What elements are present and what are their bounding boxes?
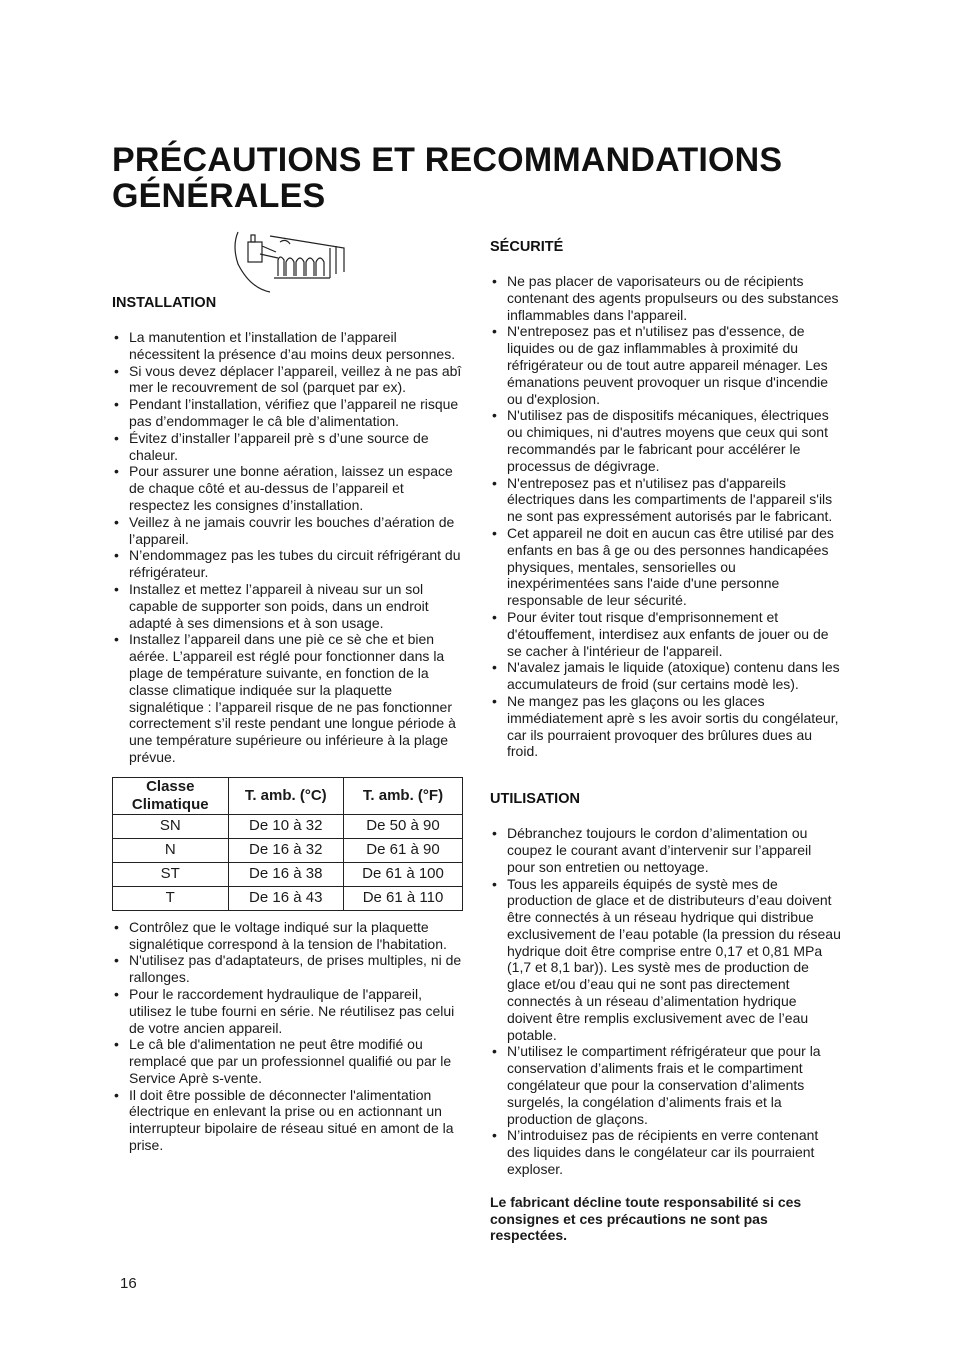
table-cell: ST [113,862,229,886]
list-item: • N’utilisez le compartiment réfrigérateur que pour la conservation d’aliments frais et le compartiment congélateur que pour la conservation d’aliments surgelés, la congélation d’aliments frais et la production de glaçons. [490,1043,842,1127]
list-item: • Évitez d’installer l’appareil prè s d’une source de chaleur. [112,430,462,464]
list-item: • N’endommagez pas les tubes du circuit réfrigérant du réfrigérateur. [112,547,462,581]
utilisation-list [490,825,842,1178]
list-item: • Débranchez toujours le cordon d’alimentation ou coupez le courant avant d’intervenir sur l’appareil pour son entretien ou nettoyage. [490,825,842,875]
table-cell: De 16 à 43 [228,886,344,910]
page-number: 16 [120,1275,137,1292]
list-item: • N'entreposez pas et n'utilisez pas d'appareils électriques dans les compartiments de l'appareil s'ils ne sont pas expressément autorisés par le fabricant. [490,475,842,525]
table-cell: N [113,838,229,862]
column-header: Classe Climatique [113,777,229,814]
table-row [113,814,463,838]
list-item: • N'avalez jamais le liquide (atoxique) contenu dans les accumulateurs de froid (sur certains modè les). [490,659,842,693]
list-item: • N'entreposez pas et n'utilisez pas d'essence, de liquides ou de gaz inflammables à proximité du réfrigérateur ou de tout autre appareil ménager. Les émanations peuvent provoquer un risque d'incendie ou d'explosion. [490,323,842,407]
list-item: • Pendant l’installation, vérifiez que l’appareil ne risque pas d’endommager le câ ble d’alimentation. [112,396,462,430]
list-item: • Pour le raccordement hydraulique de l'appareil, utilisez le tube fourni en série. Ne réutilisez pas celui de votre ancien appareil. [112,986,462,1036]
list-item: • N'utilisez pas de dispositifs mécaniques, électriques ou chimiques, ni d'autres moyens que ceux qui sont recommandés par le fabricant pour accélérer le processus de dégivrage. [490,407,842,474]
right-column [490,238,842,1244]
list-item: • Il doit être possible de déconnecter l'alimentation électrique en enlevant la prise ou en actionnant un interrupteur bipolaire de réseau situé en amont de la prise. [112,1087,462,1154]
column-header: T. amb. (°C) [228,777,344,814]
installation-illustration [230,226,350,296]
list-item: • Pour éviter tout risque d'emprisonnement et d'étouffement, interdisez aux enfants de jouer ou de se cacher à l'intérieur de l'appareil. [490,609,842,659]
list-item: • Si vous devez déplacer l’appareil, veillez à ne pas abî mer le recouvrement de sol (parquet par ex). [112,363,462,397]
list-item: • Ne mangez pas les glaçons ou les glaces immédiatement aprè s les avoir sortis du congélateur, car ils pourraient provoquer des brûlures dues au froid. [490,693,842,760]
table-row [113,862,463,886]
table-cell: De 16 à 32 [228,838,344,862]
list-item: • Pour assurer une bonne aération, laissez un espace de chaque côté et au-dessus de l’appareil et respectez les consignes d’installation. [112,463,462,513]
installation-heading: INSTALLATION [112,295,217,311]
securite-list [490,273,842,760]
column-header: T. amb. (°F) [344,777,463,814]
list-item: • Installez et mettez l’appareil à niveau sur un sol capable de supporter son poids, dans un endroit adapté à ses dimensions et à son usage. [112,581,462,631]
list-item: • N'utilisez pas d'adaptateurs, de prises multiples, ni de rallonges. [112,952,462,986]
table-cell: T [113,886,229,910]
list-item: • Le câ ble d'alimentation ne peut être modifié ou remplacé que par un professionnel qualifié ou par le Service Aprè s-vente. [112,1036,462,1086]
list-item: • Cet appareil ne doit en aucun cas être utilisé par des enfants en bas â ge ou des personnes handicapées physiques, mentales, sensorielles ou inexpérimentées sans l'aide d'une personne responsable de leur sécurité. [490,525,842,609]
table-row [113,886,463,910]
climate-class-table [112,777,463,911]
utilisation-heading: UTILISATION [490,791,580,808]
securite-heading: SÉCURITÉ [490,239,564,255]
table-cell: De 10 à 32 [228,814,344,838]
table-cell: De 61 à 100 [344,862,463,886]
list-item: • Ne pas placer de vaporisateurs ou de récipients contenant des agents propulseurs ou des substances inflammables dans l'appareil. [490,273,842,323]
list-item: • Installez l’appareil dans une piè ce sè che et bien aérée. L’appareil est réglé pour fonctionner dans la plage de température suivante, en fonction de la classe climatique indiquée sur la plaquette signalétique : l’appareil risque de ne pas fonctionner correctement s’il reste pendant une longue période à une température supérieure ou inférieure à la plage prévue. [112,631,462,765]
table-cell: De 61 à 110 [344,886,463,910]
page-title: PRÉCAUTIONS ET RECOMMANDATIONS GÉNÉRALES [112,141,783,215]
table-row [113,838,463,862]
table-cell: De 16 à 38 [228,862,344,886]
table-cell: SN [113,814,229,838]
table-header-row [113,777,463,814]
left-column [112,294,462,1154]
list-item: • N’introduisez pas de récipients en verre contenant des liquides dans le congélateur car ils pourraient exploser. [490,1127,842,1177]
list-item: • Tous les appareils équipés de systè mes de production de glace et de distributeurs d’eau doivent être connectés à un réseau hydrique qui distribue exclusivement de l’eau potable (la pression du réseau hydrique doit être comprise entre 0,17 et 0,81 MPa (1,7 et 8,1 bar)). Les systè mes de production de glace et/ou d’eau qui ne sont pas directement connectés à un réseau d’alimentation hydrique doivent être remplis exclusivement avec de l’eau potable. [490,876,842,1044]
liability-warning: Le fabricant décline toute responsabilité si ces consignes et ces précautions ne sont pas respectées. [490,1193,802,1244]
list-item: • Veillez à ne jamais couvrir les bouches d’aération de l’appareil. [112,514,462,548]
list-item: • La manutention et l’installation de l’appareil nécessitent la présence d’au moins deux personnes. [112,329,462,363]
installation-list [112,329,462,766]
table-cell: De 61 à 90 [344,838,463,862]
list-item: • Contrôlez que le voltage indiqué sur la plaquette signalétique correspond à la tension de l'habitation. [112,919,462,953]
installation-list-continued [112,919,462,1154]
table-cell: De 50 à 90 [344,814,463,838]
